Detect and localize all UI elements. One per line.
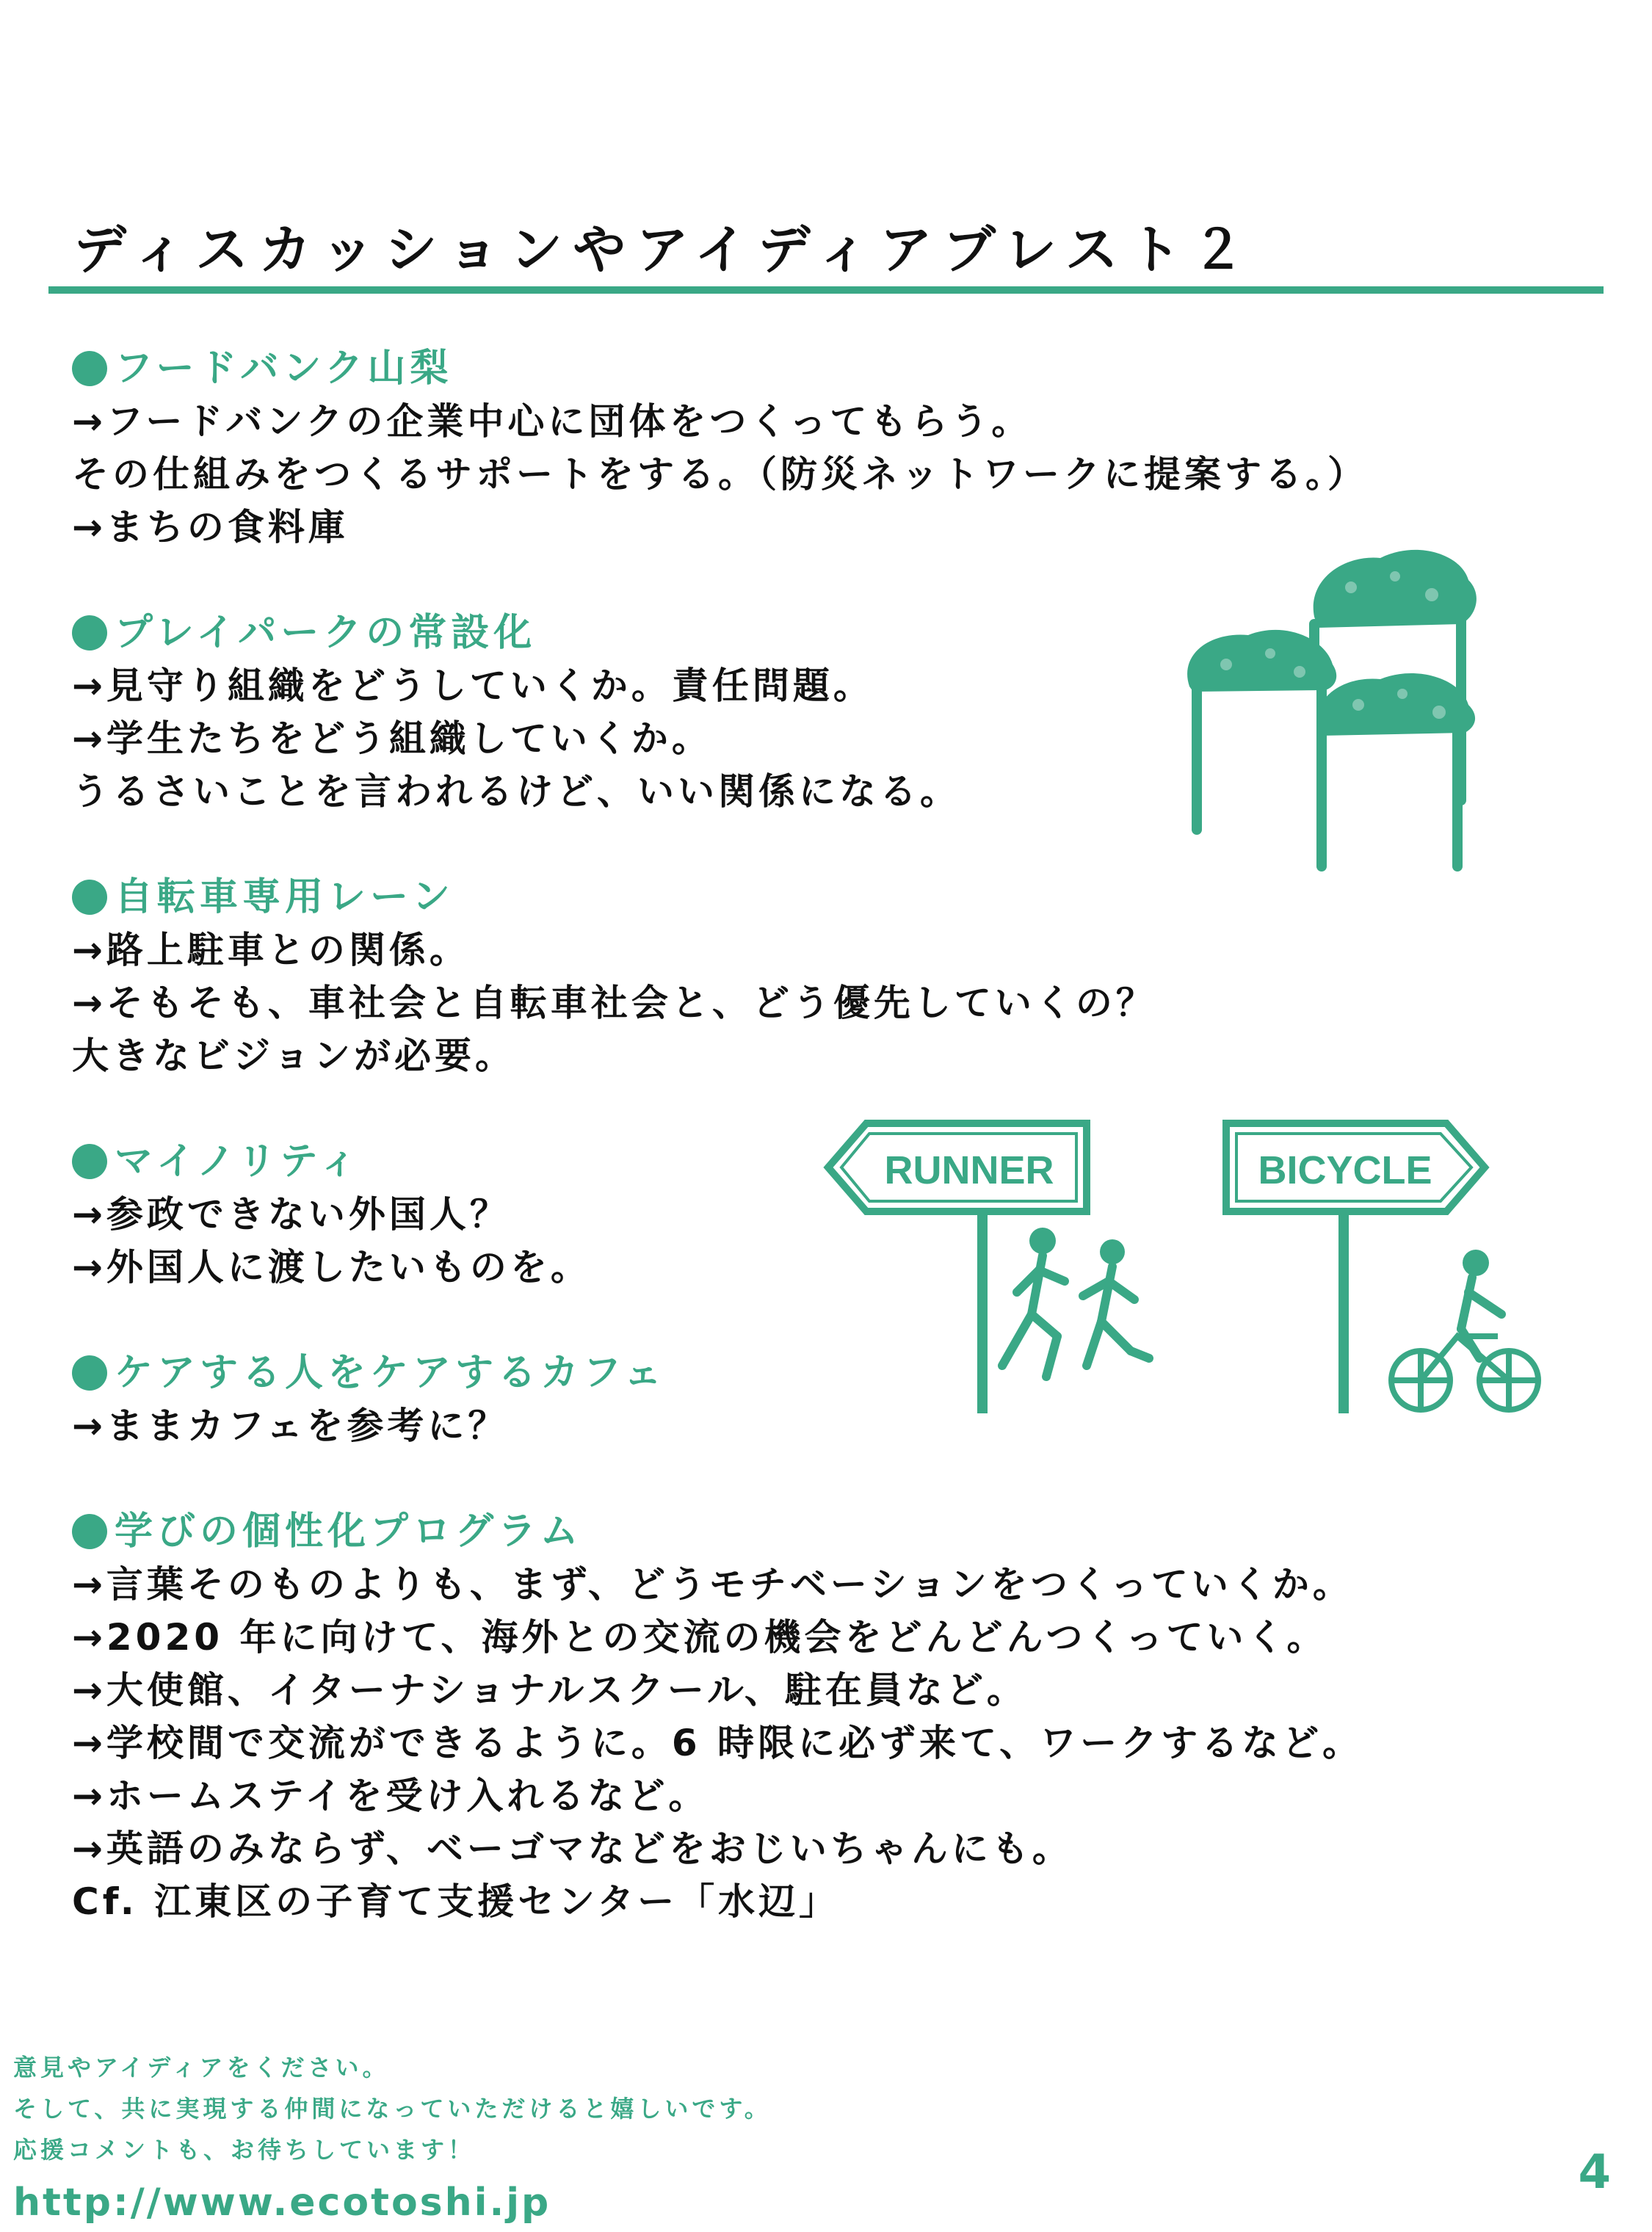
- section-line: →ホームステイを受け入れるなど。: [72, 1775, 709, 1817]
- section-line: →路上駐車との関係。: [72, 929, 470, 971]
- page-number: 4: [1578, 2145, 1611, 2200]
- section-line: →2020 年に向けて、海外との交流の機会をどんどんつくっていく。: [72, 1616, 1327, 1659]
- footer-url-link[interactable]: http://www.ecotoshi.jp: [13, 2181, 551, 2225]
- footer-note: 応援コメントも、お待ちしています！: [13, 2136, 476, 2164]
- section-line: その仕組みをつくるサポートをする。（防災ネットワークに提案する。）: [72, 453, 1368, 496]
- section-line: 大きなビジョンが必要。: [72, 1035, 515, 1077]
- section-line: →言葉そのものよりも、まず、どうモチベーションをつくっていくか。: [72, 1563, 1353, 1606]
- sign-label-bicycle: BICYCLE: [1258, 1148, 1432, 1192]
- section-line: →大使館、イターナショナルスクール、駐在員など。: [72, 1669, 1027, 1711]
- section-food-bank: [72, 342, 1577, 554]
- section-bike-lane: [72, 871, 1577, 1082]
- bullet-dot-icon: [72, 1355, 107, 1391]
- section-learning-program: [72, 1505, 1577, 1928]
- section-line: うるさいことを言われるけど、いい関係になる。: [72, 770, 960, 813]
- bullet-dot-icon: [72, 1144, 107, 1179]
- section-line: →フードバンクの企業中心に団体をつくってもらう。: [72, 400, 1032, 443]
- footer-note: そして、共に実現する仲間になっていただけると嬉しいです。: [13, 2095, 772, 2123]
- section-line: →見守り組織をどうしていくか。責任問題。: [72, 664, 874, 707]
- title-divider: [48, 286, 1604, 294]
- section-line: →学校間で交流ができるように。6 時限に必ず来て、ワークするなど。: [72, 1722, 1363, 1764]
- section-line: →学生たちをどう組織していくか。: [72, 717, 712, 760]
- bicycle-sign-illustration: [1219, 1116, 1557, 1424]
- section-heading-text: 学びの個性化プログラム: [115, 1510, 583, 1554]
- section-heading-text: 自転車専用レーン: [115, 875, 454, 919]
- sign-label-runner: RUNNER: [884, 1148, 1054, 1192]
- section-line: →そもそも、車社会と自転車社会と、どう優先していくの？: [72, 982, 1156, 1024]
- section-line: →参政できない外国人？: [72, 1193, 510, 1236]
- section-heading-text: マイノリティ: [115, 1139, 362, 1184]
- section-heading-text: プレイパークの常設化: [115, 611, 537, 655]
- bullet-dot-icon: [72, 880, 107, 915]
- section-line: Cf. 江東区の子育て支援センター「水辺」: [72, 1880, 840, 1923]
- section-line: →外国人に渡したいものを。: [72, 1246, 591, 1289]
- runner-sign-illustration: [822, 1116, 1175, 1424]
- tree-platforms-illustration: [1175, 536, 1483, 881]
- section-line: →まちの食料庫: [72, 506, 349, 548]
- section-heading: [72, 342, 1577, 395]
- section-line: →ままカフェを参考に？: [72, 1405, 509, 1447]
- section-heading: [72, 1505, 1577, 1558]
- page-title: ディスカッションやアイディアブレスト２: [73, 219, 1255, 280]
- footer-note: 意見やアイディアをください。: [13, 2054, 390, 2081]
- footer-notes: [13, 2047, 772, 2170]
- bullet-dot-icon: [72, 351, 107, 386]
- section-heading-text: ケアする人をケアするカフェ: [115, 1351, 667, 1395]
- section-heading-text: フードバンク山梨: [115, 347, 453, 391]
- section-line: →英語のみならず、ベーゴマなどをおじいちゃんにも。: [72, 1827, 1073, 1870]
- bullet-dot-icon: [72, 1514, 107, 1549]
- bullet-dot-icon: [72, 615, 107, 651]
